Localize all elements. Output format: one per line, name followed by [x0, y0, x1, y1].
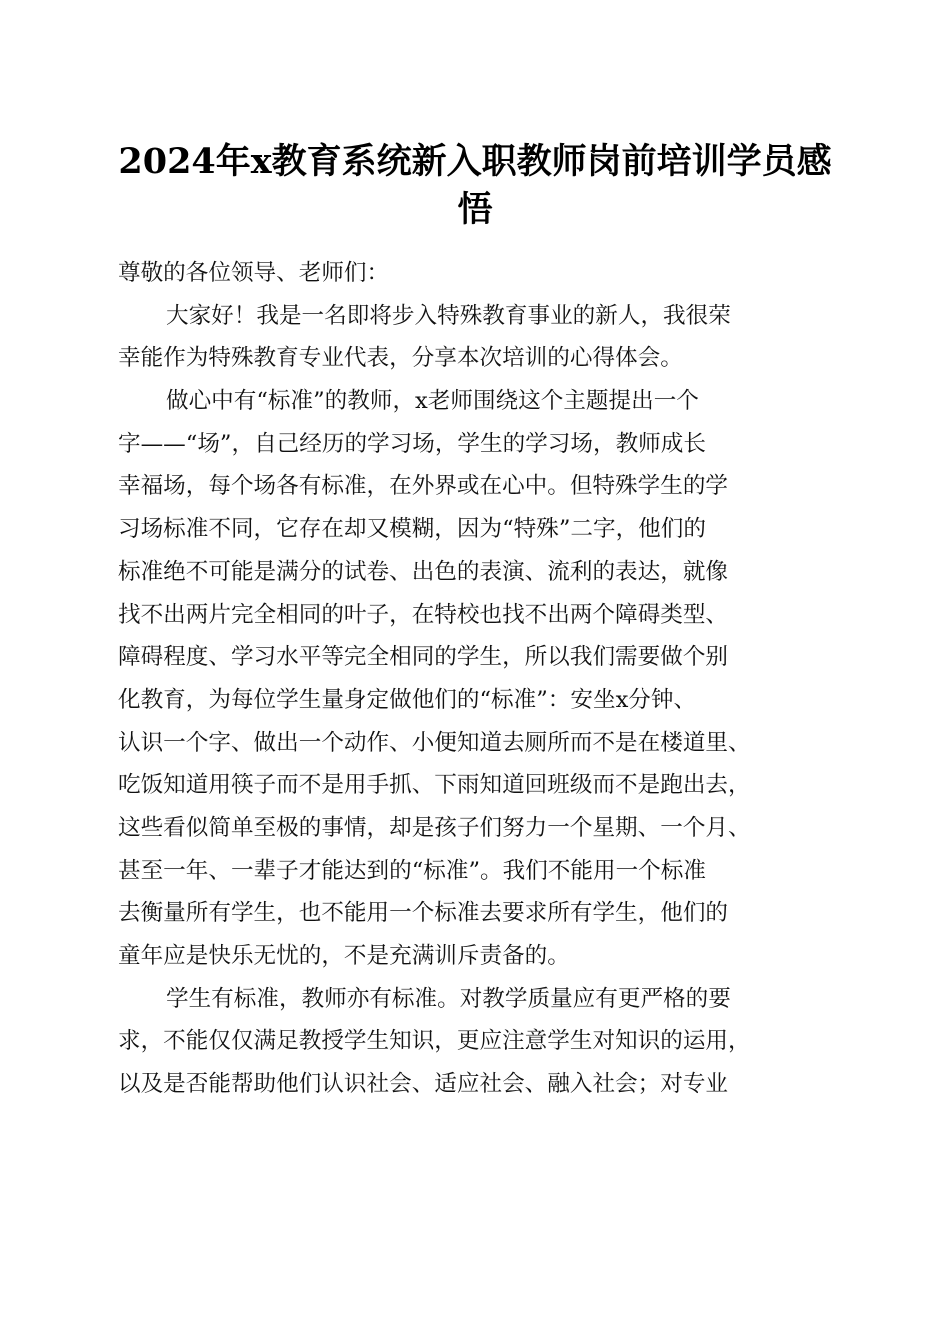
- body-line: 这些看似简单至极的事情，却是孩子们努力一个星期、一个月、: [118, 814, 751, 841]
- body-line: 幸福场，每个场各有标准，在外界或在心中。但特殊学生的学: [118, 473, 729, 500]
- body-line: 化教育，为每位学生量身定做他们的“标准”：安坐x分钟、: [118, 686, 697, 713]
- body-line: 以及是否能帮助他们认识社会、适应社会、融入社会；对专业: [118, 1071, 729, 1098]
- body-line: 甚至一年、一辈子才能达到的“标准”。我们不能用一个标准: [118, 857, 706, 884]
- body-line: 大家好！我是一名即将步入特殊教育事业的新人，我很荣: [166, 302, 731, 329]
- body-line: 字——“场”，自己经历的学习场，学生的学习场，教师成长: [118, 430, 706, 457]
- body-line: 幸能作为特殊教育专业代表，分享本次培训的心得体会。: [118, 345, 683, 372]
- document-body: [118, 252, 836, 1106]
- document-title: [100, 138, 850, 234]
- body-line: 童年应是快乐无忧的，不是充满训斥责备的。: [118, 943, 570, 969]
- body-line: 尊敬的各位领导、老师们：: [118, 260, 390, 286]
- body-line: 求，不能仅仅满足教授学生知识，更应注意学生对知识的运用，: [118, 1028, 751, 1055]
- body-line: 障碍程度、学习水平等完全相同的学生，所以我们需要做个别: [118, 644, 729, 671]
- body-line: 找不出两片完全相同的叶子，在特校也找不出两个障碍类型、: [118, 601, 729, 628]
- body-line: 学生有标准，教师亦有标准。对教学质量应有更严格的要: [166, 985, 731, 1012]
- body-line: 习场标准不同，它存在却又模糊，因为“特殊”二字，他们的: [118, 516, 706, 543]
- body-line: 认识一个字、做出一个动作、小便知道去厕所而不是在楼道里、: [118, 729, 751, 756]
- body-line: 吃饭知道用筷子而不是用手抓、下雨知道回班级而不是跑出去，: [118, 772, 751, 799]
- title-line-2: 悟: [457, 189, 493, 230]
- title-line-1: 2024年x教育系统新入职教师岗前培训学员感: [118, 141, 832, 182]
- body-line: 做心中有“标准”的教师，x老师围绕这个主题提出一个: [166, 388, 699, 415]
- body-line: 标准绝不可能是满分的试卷、出色的表演、流利的表达，就像: [118, 558, 729, 585]
- body-line: 去衡量所有学生，也不能用一个标准去要求所有学生，他们的: [118, 900, 729, 927]
